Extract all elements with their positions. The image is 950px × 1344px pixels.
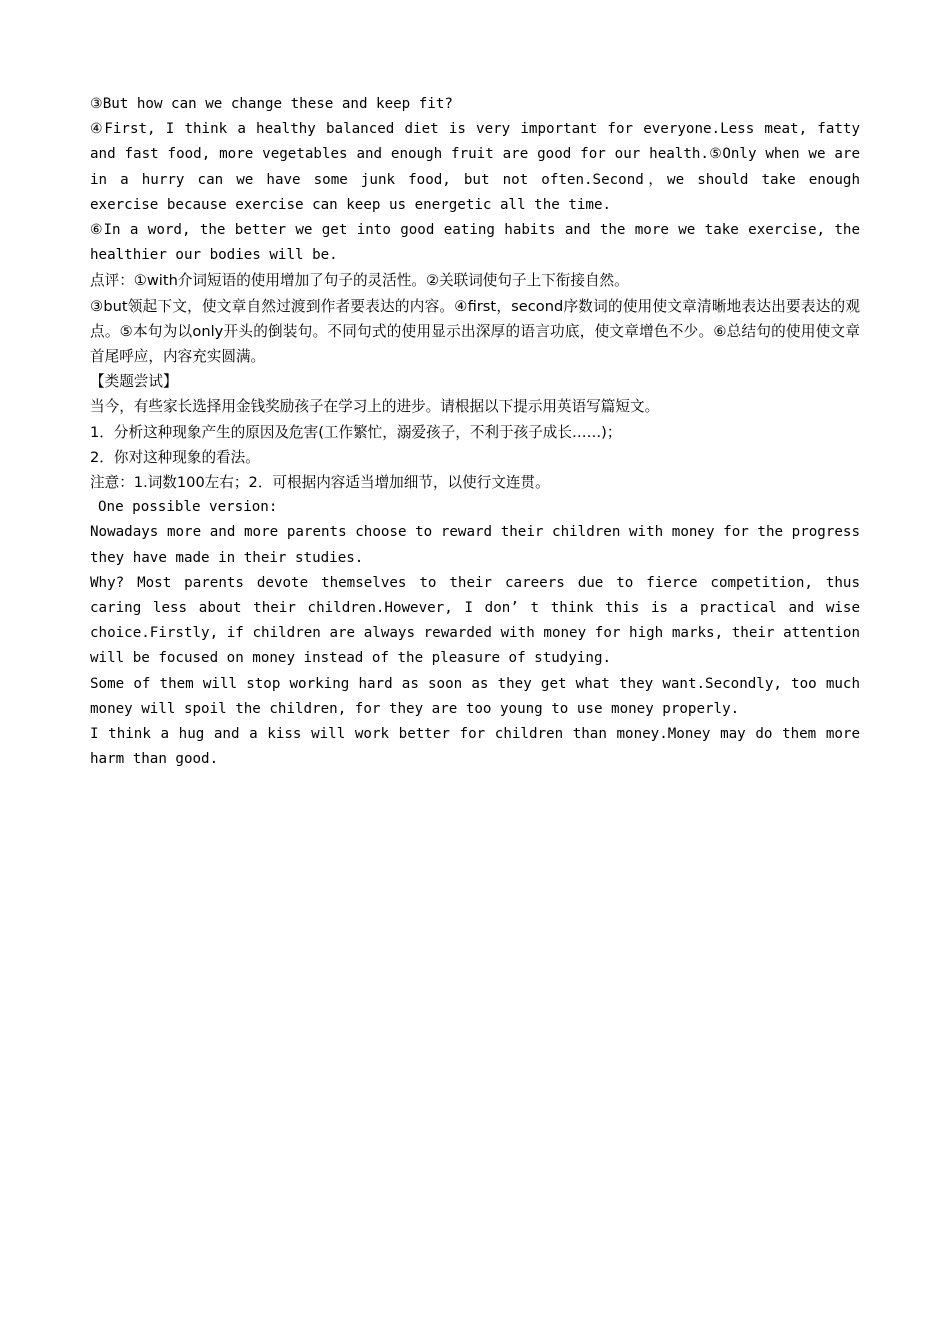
essay-paragraph-3: ③But how can we change these and keep fit? xyxy=(90,96,453,112)
section-heading: 【类题尝试】 xyxy=(90,373,178,391)
task-note: 注意：1.词数100左右；2．可根据内容适当增加细节，以使行文连贯。 xyxy=(90,474,550,492)
essay-paragraph-4: ④First, I think a healthy balanced diet is very important for everyone.Less meat, fatty and fast food, more vegetables and enough fruit are good for our health.⑤Only when we are in a hurry can we have some junk food, but not often.Second，we should take enough exercise because exercise can keep us energetic all the time. xyxy=(90,121,860,213)
sample-paragraph-4: I think a hug and a kiss will work better for children than money.Money may do them more harm than good. xyxy=(90,726,860,768)
essay-paragraph-6: ⑥In a word, the better we get into good eating habits and the more we take exercise, the healthier our bodies will be. xyxy=(90,222,860,264)
task-prompt: 当今，有些家长选择用金钱奖励孩子在学习上的进步。请根据以下提示用英语写篇短文。 xyxy=(90,398,660,416)
sample-paragraph-2: Why? Most parents devote themselves to their careers due to fierce competition, thus caring less about their children.However, I don’ t think this is a practical and wise choice.Firstly, if children are always rewarded with money for high marks, their attention will be focused on money instead of the pleasure of studying. xyxy=(90,574,860,667)
document-page xyxy=(90,92,860,772)
comment-paragraph-1: 点评：①with介词短语的使用增加了句子的灵活性。②关联词使句子上下衔接自然。 xyxy=(90,272,629,290)
comment-paragraph-2: ③but领起下文，使文章自然过渡到作者要表达的内容。④first，second序数词的使用使文章清晰地表达出要表达的观点。⑤本句为以only开头的倒装句。不同句式的使用显示出深厚的语言功底，使文章增色不少。⑥总结句的使用使文章首尾呼应，内容充实圆满。 xyxy=(90,297,860,366)
task-item-2: 2．你对这种现象的看法。 xyxy=(90,448,260,466)
sample-paragraph-1: Nowadays more and more parents choose to reward their children with money for the progress they have made in their studies. xyxy=(90,524,860,566)
task-item-1: 1．分析这种现象产生的原因及危害(工作繁忙，溺爱孩子，不利于孩子成长……)； xyxy=(90,423,622,441)
sample-paragraph-3: Some of them will stop working hard as soon as they get what they want.Secondly, too much money will spoil the children, for they are too young to use money properly. xyxy=(90,675,860,717)
sample-heading: One possible version: xyxy=(98,499,278,516)
